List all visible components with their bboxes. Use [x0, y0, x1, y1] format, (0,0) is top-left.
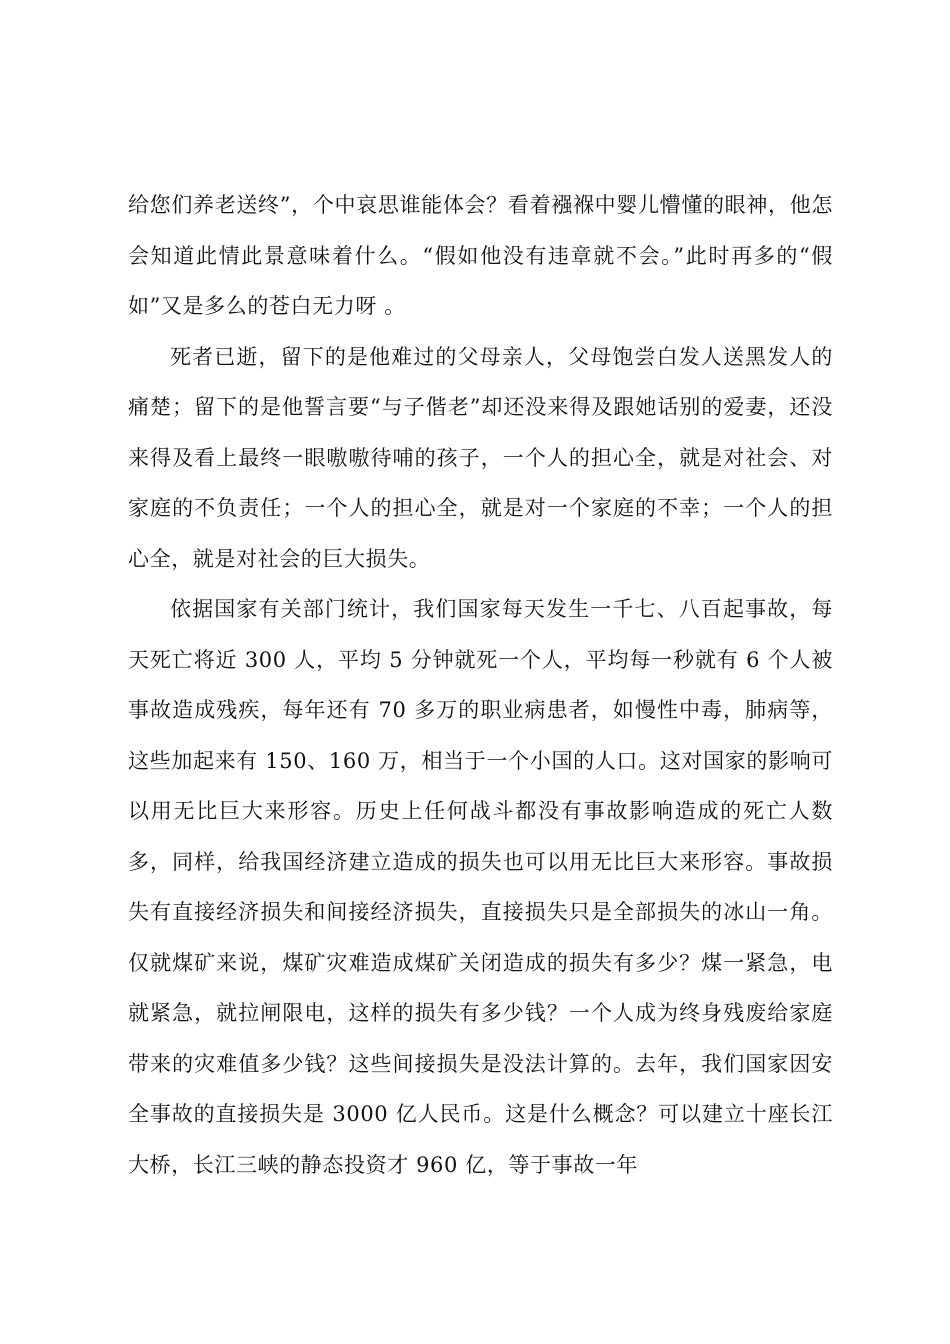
document-body [128, 180, 833, 1190]
paragraph-1: 给您们养老送终”，个中哀思谁能体会？看着襁褓中婴儿懵懂的眼神，他怎会知道此情此景意味着什么。“假如他没有违章就不会。”此时再多的“假如”又是多么的苍白无力呀 。 [128, 193, 833, 318]
paragraph-2: 死者已逝，留下的是他难过的父母亲人，父母饱尝白发人送黑发人的痛楚；留下的是他誓言要“与子偕老”却还没来得及跟她话别的爱妻，还没来得及看上最终一眼嗷嗷待哺的孩子，一个人的担心全，就是对社会、对家庭的不负责任；一个人的担心全，就是对一个家庭的不幸；一个人的担心全，就是对社会的巨大损失。 [128, 344, 833, 571]
paragraph-3: 依据国家有关部门统计，我们国家每天发生一千七、八百起事故，每天死亡将近 300 人，平均 5 分钟就死一个人，平均每一秒就有 6 个人被事故造成残疾，每年还有 70 多万的职业病患者，如慢性中毒，肺病等，这些加起来有 150、160 万，相当于一个小国的人口。这对国家的影响可以用无比巨大来形容。历史上任何战斗都没有事故影响造成的死亡人数多，同样，给我国经济建立造成的损失也可以用无比巨大来形容。事故损失有直接经济损失和间接经济损失，直接损失只是全部损失的冰山一角。仅就煤矿来说，煤矿灾难造成煤矿关闭造成的损失有多少？煤一紧急，电就紧急，就拉闸限电，这样的损失有多少钱？一个人成为终身残废给家庭带来的灾难值多少钱？这些间接损失是没法计算的。去年，我们国家因安全事故的直接损失是 3000 亿人民币。这是什么概念？可以建立十座长江大桥，长江三峡的静态投资才 960 亿，等于事故一年 [128, 597, 833, 1177]
